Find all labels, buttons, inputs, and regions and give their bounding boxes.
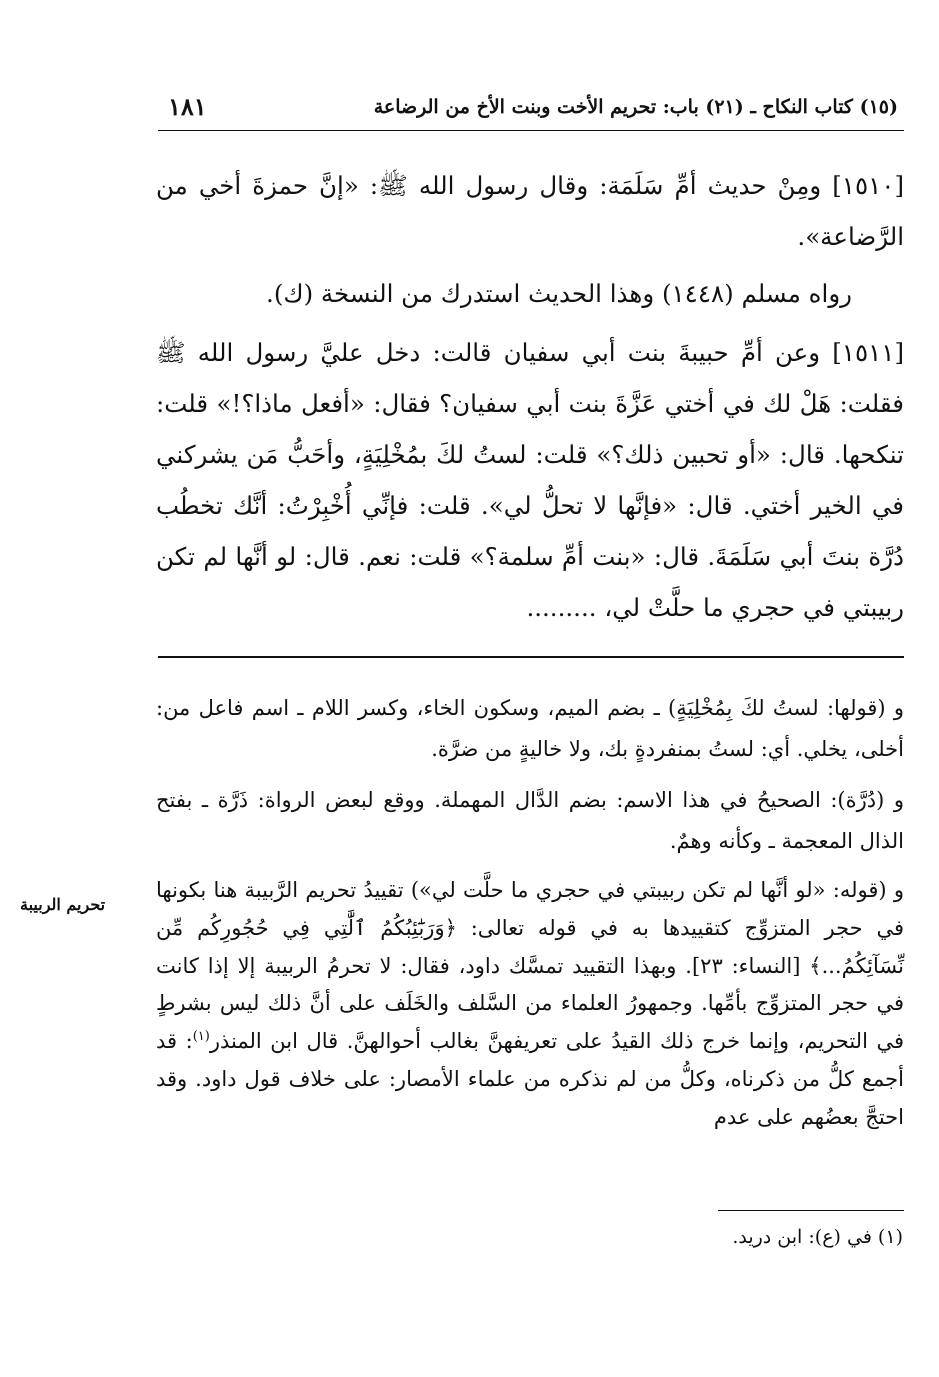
- source-note: رواه مسلم (١٤٤٨) وهذا الحديث استدرك من النسخة (ك).: [266, 279, 852, 308]
- footnote-rule: [718, 1210, 904, 1211]
- hadith-1510: [١٥١٠] ومِنْ حديث أمِّ سَلَمَة: وقال رسول الله ﷺ: «إنَّ حمزةَ أخي من الرَّضاعة».: [156, 171, 904, 251]
- text-commentary-separator: [158, 656, 904, 658]
- commentary-paragraph-3-text-b: : قد أجمع كلُّ من ذكرناه، وكلُّ من لم نذكره من علماء الأمصار: على خلاف قول داود. وقد احتجَّ بعضُهم على عدم: [156, 1029, 904, 1129]
- main-text: [156, 160, 904, 639]
- page-number: ١٨١: [168, 92, 207, 121]
- commentary: [156, 688, 904, 1147]
- footnote-marker: (١): [192, 1029, 210, 1045]
- commentary-paragraph-3-text-a: و (قوله: «لو أنَّها لم تكن ربيبتي في حجري ما حلَّت لي») تقييدُ تحريم الرَّبيبة هنا بكونها في حجر المتزوِّج كتقييدها به في قوله تعالى: ﴿وَرَبَٰٓئِبُكُمُ ٱلَّٰتِي فِي حُجُورِكُم مِّن نِّسَآئِكُمُ...﴾ [النساء: ٢٣]. وبهذا التقييد تمسَّك داود، فقال: لا تحرمُ الربيبة إلا إذا كانت في حجر المتزوِّج بأمِّها. وجمهورُ العلماء من السَّلف والخَلَف على أنَّ ذلك ليس بشرطٍ في التحريم، وإنما خرج ذلك القيدُ على تعريفهنَّ بغالب أحوالهنَّ. قال ابن المنذر: [156, 878, 905, 1054]
- page-header: [158, 92, 906, 128]
- running-title: (١٥) كتاب النكاح ـ (٢١) باب: تحريم الأخت وبنت الأخ من الرضاعة: [373, 96, 898, 118]
- footnote: (١) في (ع): ابن دريد.: [732, 1226, 903, 1248]
- commentary-paragraph-3: [156, 872, 904, 1137]
- commentary-paragraph-1: و (قولها: لستُ لكَ بِمُخْلِيَةٍ) ـ بضم الميم، وسكون الخاء، وكسر اللام ـ اسم فاعل من: أخلى، يخلي. أي: لستُ بمنفردةٍ بك، ولا خاليةٍ من ضرَّة.: [156, 696, 904, 761]
- header-rule: [158, 130, 904, 131]
- hadith-1511: [١٥١١] وعن أمِّ حبيبةَ بنت أبي سفيان قالت: دخل عليَّ رسول الله ﷺ فقلت: هَلْ لك في أختي عَزَّةَ بنت أبي سفيان؟ فقال: «أفعل ماذا؟!» قلت: تنكحها. قال: «أو تحبين ذلك؟» قلت: لستُ لكَ بمُخْلِيَةٍ، وأحَبُّ مَن يشركني في الخير أختي. قال: «فإنَّها لا تحلُّ لي». قلت: فإنِّي أُخْبِرْتُ: أنَّك تخطُب دُرَّة بنتَ أبي سَلَمَةَ. قال: «بنت أمِّ سلمة؟» قلت: نعم. قال: لو أنَّها لم تكن ربيبتي في حجري ما حلَّتْ لي، .........: [156, 338, 904, 622]
- margin-note: تحريم الربيبة: [20, 895, 106, 914]
- commentary-paragraph-2: و (دُرَّة): الصحيحُ في هذا الاسم: بضم الدَّال المهملة. ووقع لبعض الرواة: ذَرَّة ـ بفتح الذال المعجمة ـ وكأنه وهمٌ.: [156, 788, 904, 853]
